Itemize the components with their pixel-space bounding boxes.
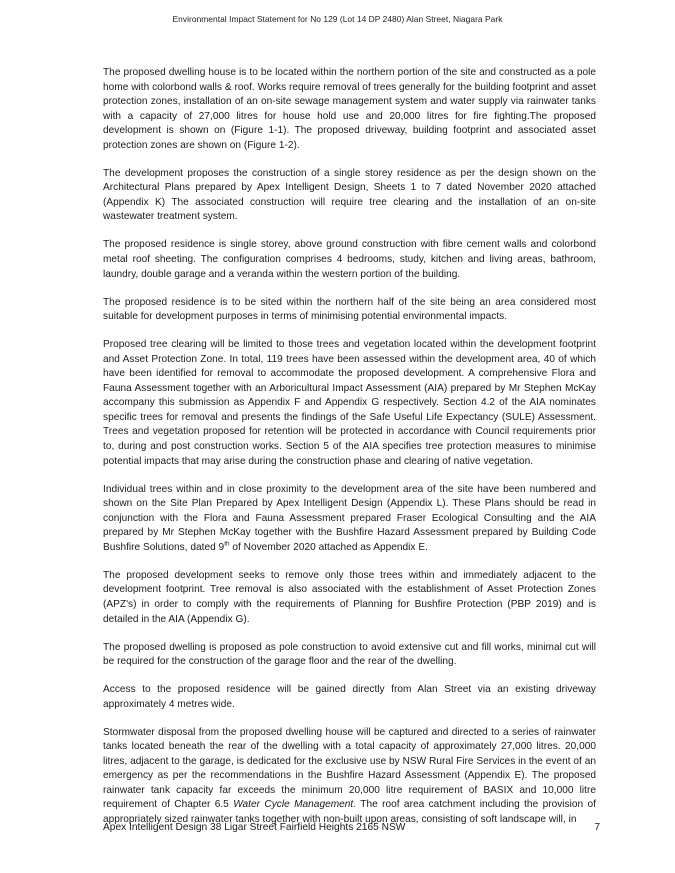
paragraph-tree-clearing: Proposed tree clearing will be limited to those trees and vegetation located within the development footprint and Asset Protection Zone. In total, 119 trees have been assessed within the development area, 40 of which have been identified for removal to accommodate the proposed development. A comprehensive Flora and Fauna Assessment together with an Arboricultural Impact Assessment (AIA) prepared by Mr Stephen McKay accompany this submission as Appendix F and Appendix G respectively. Section 4.2 of the AIA nominates specific trees for removal and presents the findings of the Safe Useful Life Expectancy (SULE) Assessment. Trees and vegetation proposed for retention will be protected in accordance with Council requirements prior to, during and post construction works. Section 5 of the AIA specifies tree protection measures to minimise potential impacts that may arise during the construction phase and clearing of native vegetation. xyxy=(103,339,596,467)
paragraph-proposed-dwelling: The proposed dwelling house is to be located within the northern portion of the site and constructed as a pole home with colorbond walls & roof. Works require removal of trees generally for the building footprint and asset protection zones, installation of an on-site sewage management system and water supply via rainwater tanks with a capacity of 27,000 litres for house hold use and 20,000 litres for fire fighting.The proposed development is shown on (Figure 1-1). The proposed driveway, building footprint and associated asset protection zones are shown on (Figure 1-2). xyxy=(103,67,596,151)
paragraph-stormwater xyxy=(103,726,596,828)
paragraph-individual-trees xyxy=(103,483,596,556)
ordinal-superscript: th xyxy=(224,540,230,548)
emphasized-title: Water Cycle Management xyxy=(233,799,354,811)
page-number: 7 xyxy=(594,822,600,833)
page-footer xyxy=(103,822,600,833)
paragraph-tree-removal-apz: The proposed development seeks to remove only those trees within and immediately adjacent to the development footprint. Tree removal is also associated with the establishment of Asset Protection Zones (APZ's) in order to comply with the requirements of Planning for Bushfire Protection (PBP 2019) and is detailed in the AIA (Appendix G). xyxy=(103,569,596,625)
paragraph-development-construction: The development proposes the construction of a single storey residence as per the design shown on the Architectural Plans prepared by Apex Intelligent Design, Sheets 1 to 7 dated November 2020 attached (Appendix K) The associated construction will require tree clearing and the installation of an on-site wastewater treatment system. xyxy=(103,167,596,223)
paragraph-residence-configuration: The proposed residence is single storey, above ground construction with fibre cement walls and colorbond metal roof sheeting. The configuration comprises 4 bedrooms, study, kitchen and living areas, bathroom, laundry, double garage and a veranda within the western portion of the building. xyxy=(103,239,596,280)
paragraph-text: Stormwater disposal from the proposed dwelling house will be captured and directed to a series of rainwater tanks located beneath the rear of the dwelling with a total capacity of approximately 27,000 litres. 20,000 litres, adjacent to the garage, is dedicated for the exclusive use by NSW Rural Fire Services in the event of an emergency as per the recommendations in the Bushfire Hazard Assessment (Appendix E). The proposed rainwater tank capacity far exceeds the minimum 20,000 litre requirement of BASIX and 10,000 litre requirement of Chapter 6.5 xyxy=(103,726,596,811)
page-header: Environmental Impact Statement for No 129 (Lot 14 DP 2480) Alan Street, Niagara Park xyxy=(172,14,503,24)
paragraph-text: of November 2020 attached as Appendix E. xyxy=(229,541,428,553)
document-body xyxy=(103,66,596,841)
paragraph-text: . The roof area catchment including the provision of appropriately sized rainwater tanks together with non-built upon areas, consisting of soft landscape will, in xyxy=(103,799,596,826)
paragraph-pole-construction: The proposed dwelling is proposed as pole construction to avoid extensive cut and fill works, minimal cut will be required for the construction of the garage floor and the rear of the dwelling. xyxy=(103,641,596,668)
paragraph-access: Access to the proposed residence will be gained directly from Alan Street via an existing driveway approximately 4 metres wide. xyxy=(103,684,596,710)
footer-company-address: Apex Intelligent Design 38 Ligar Street Fairfield Heights 2165 NSW xyxy=(103,822,406,833)
paragraph-residence-siting: The proposed residence is to be sited within the northern half of the site being an area considered most suitable for development purposes in terms of minimising potential environmental impacts. xyxy=(103,296,596,323)
paragraph-text: Individual trees within and in close proximity to the development area of the site have been numbered and shown on the Site Plan Prepared by Apex Intelligent Design (Appendix L). These Plans should be read in conjunction with the Flora and Fauna Assessment prepared Fraser Ecological Consulting and the AIA prepared by Mr Stephen McKay together with the Bushfire Hazard Assessment prepared by Building Code Bushfire Solutions, dated 9 xyxy=(103,483,596,553)
